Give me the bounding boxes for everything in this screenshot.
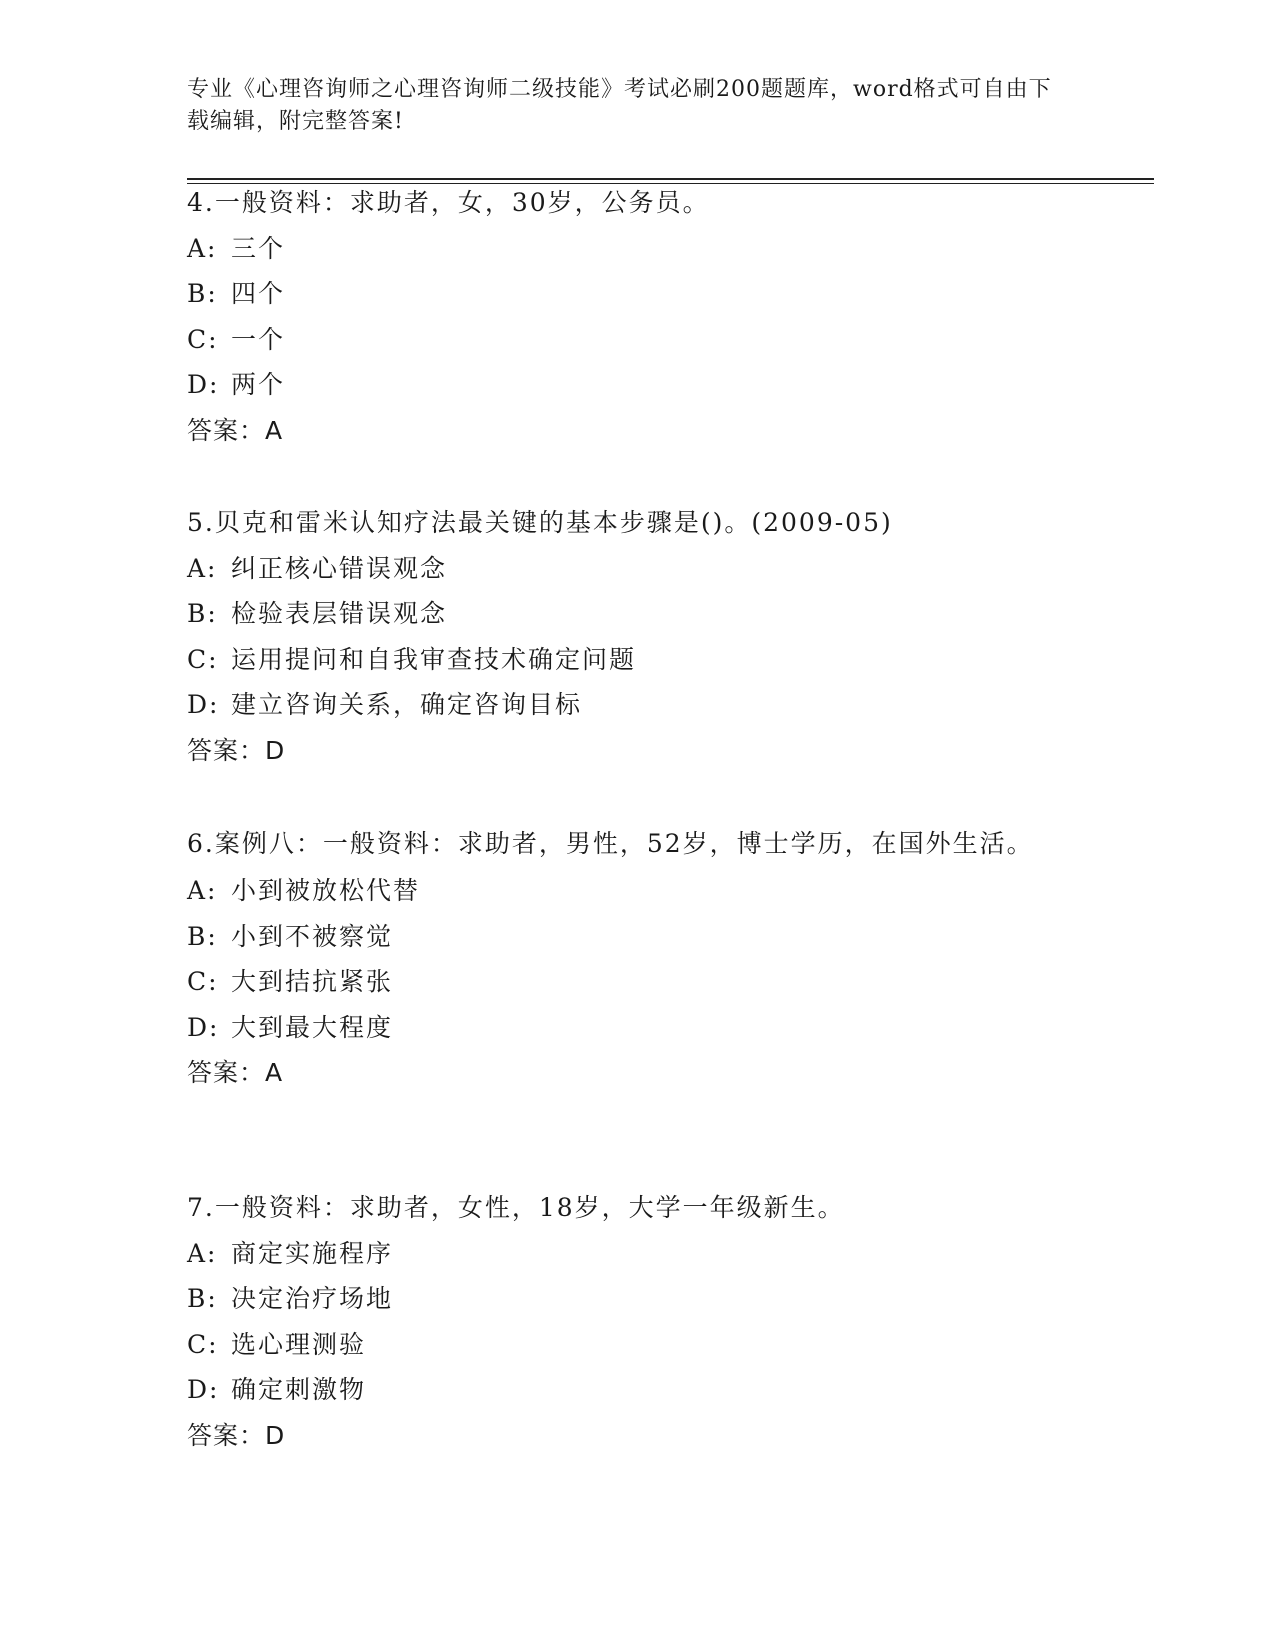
document-header: 专业《心理咨询师之心理咨询师二级技能》考试必刷200题题库，word格式可自由下载编辑，附完整答案!	[187, 77, 1052, 134]
option-letter: A:	[187, 1238, 218, 1268]
option-text: 决定治疗场地	[231, 1284, 394, 1313]
option-d	[187, 362, 1087, 408]
option-d	[187, 682, 1087, 728]
question-7	[187, 1185, 1087, 1458]
option-letter: D:	[187, 1375, 220, 1404]
option-letter: B:	[187, 599, 218, 628]
question-stem: 4.一般资料：求助者，女，30岁，公务员。	[187, 188, 710, 217]
option-letter: A:	[187, 553, 218, 583]
option-text: 纠正核心错误观念	[231, 553, 448, 583]
question-stem: 5.贝克和雷米认知疗法最关键的基本步骤是()。(2009-05)	[187, 508, 893, 537]
answer-line: 答案：A	[187, 1058, 284, 1087]
answer-line: 答案：D	[187, 1420, 286, 1450]
option-a	[187, 1231, 1087, 1277]
option-text: 商定实施程序	[231, 1238, 394, 1268]
option-c	[187, 959, 1087, 1005]
question-5	[187, 500, 1087, 773]
answer-line: 答案：D	[187, 735, 286, 765]
question-6	[187, 820, 1087, 1096]
option-text: 一个	[231, 324, 286, 354]
option-b	[187, 271, 1087, 317]
question-4	[187, 180, 1087, 453]
question-stem: 7.一般资料：求助者，女性，18岁，大学一年级新生。	[187, 1193, 845, 1222]
option-letter: C:	[187, 324, 219, 354]
option-text: 小到被放松代替	[231, 876, 421, 905]
option-text: 大到拮抗紧张	[231, 967, 394, 996]
option-c	[187, 637, 1087, 683]
option-text: 两个	[231, 370, 286, 399]
option-letter: D:	[187, 1012, 220, 1042]
option-text: 大到最大程度	[231, 1012, 394, 1042]
option-b	[187, 1276, 1087, 1322]
option-letter: B:	[187, 279, 218, 308]
option-b	[187, 914, 1087, 960]
option-b	[187, 591, 1087, 637]
option-text: 建立咨询关系，确定咨询目标	[231, 690, 583, 719]
option-letter: A:	[187, 233, 218, 263]
option-c	[187, 1322, 1087, 1368]
option-text: 检验表层错误观念	[231, 599, 448, 628]
option-a	[187, 226, 1087, 272]
option-letter: B:	[187, 1284, 218, 1313]
answer-line: 答案：A	[187, 415, 284, 445]
question-stem: 6.案例八：一般资料：求助者，男性，52岁，博士学历，在国外生活。	[187, 829, 1034, 858]
option-d	[187, 1367, 1087, 1413]
option-letter: C:	[187, 1329, 219, 1359]
option-text: 三个	[231, 233, 286, 263]
option-text: 确定刺激物	[231, 1375, 367, 1404]
option-text: 小到不被察觉	[231, 921, 394, 951]
option-letter: B:	[187, 921, 218, 951]
option-a	[187, 868, 1087, 914]
option-letter: D:	[187, 690, 220, 719]
option-letter: A:	[187, 876, 218, 905]
option-a	[187, 546, 1087, 592]
option-text: 选心理测验	[231, 1329, 367, 1359]
option-letter: C:	[187, 967, 219, 996]
option-text: 四个	[231, 279, 286, 308]
option-text: 运用提问和自我审查技术确定问题	[231, 644, 637, 674]
option-c	[187, 317, 1087, 363]
option-letter: C:	[187, 644, 219, 674]
option-letter: D:	[187, 370, 220, 399]
option-d	[187, 1005, 1087, 1051]
